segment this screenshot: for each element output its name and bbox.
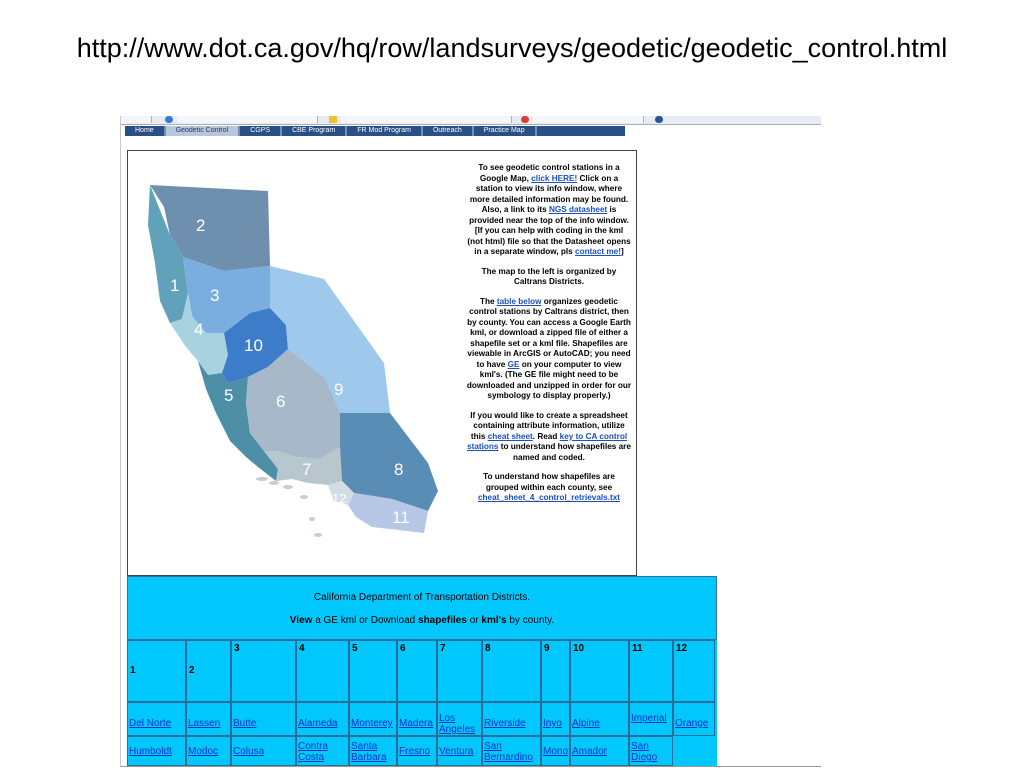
district-number-cell xyxy=(186,640,231,702)
district-label-1: 1 xyxy=(170,276,180,295)
district-label-5: 5 xyxy=(224,386,234,405)
district-number-cell xyxy=(541,640,570,702)
county-link[interactable]: San Diego xyxy=(629,736,673,766)
click-here-link[interactable]: click HERE! xyxy=(531,173,578,183)
instructions-paragraph-5: To understand how shapefiles are grouped within each county, see cheat_sheet_4_control_retrievals.txt xyxy=(478,472,620,502)
county-link[interactable]: Imperial xyxy=(629,702,673,736)
county-link[interactable]: Lassen xyxy=(186,702,231,736)
browser-tab[interactable] xyxy=(177,116,318,123)
browser-screenshot xyxy=(120,116,821,767)
district-label-2: 2 xyxy=(196,216,206,235)
instructions-paragraph-1: To see geodetic control stations in a Google Map, click HERE! Click on a station to view its info window, where more detailed information may be found. Also, a link to its NGS datasheet is provided near the top of the info window. [If you can help with coding in the kml (not html) file so that the Datasheet opens in a separate window, pls contact me!] xyxy=(467,163,631,256)
key-to-ca-control-stations-link[interactable]: key to CA control stations xyxy=(467,431,628,451)
nav-cbe-program[interactable]: CBE Program xyxy=(282,126,347,136)
island-shape xyxy=(256,477,268,481)
district-number-cell xyxy=(397,640,437,702)
district-number-cell xyxy=(127,640,186,702)
district-number: 7 xyxy=(440,643,446,654)
county-link[interactable]: Amador xyxy=(570,736,629,766)
page-icon xyxy=(329,116,337,123)
district-number: 1 xyxy=(130,665,136,676)
districts-table-title: California Department of Transportation Districts. xyxy=(313,592,531,603)
county-link[interactable]: Santa Barbara xyxy=(349,736,397,766)
county-link[interactable]: Alameda xyxy=(296,702,349,736)
district-number: 12 xyxy=(676,643,688,654)
county-link[interactable]: Del Norte xyxy=(127,702,186,736)
island-shape xyxy=(314,533,322,537)
island-shape xyxy=(269,481,279,485)
district-number-cell xyxy=(437,640,482,702)
instructions-paragraph-2: The map to the left is organized by Caltrans Districts. xyxy=(481,266,617,286)
ge-link[interactable]: GE xyxy=(507,359,520,369)
site-nav-bar xyxy=(125,126,625,136)
county-link[interactable]: Riverside xyxy=(482,702,541,736)
browser-tab[interactable] xyxy=(341,116,512,123)
district-label-11: 11 xyxy=(392,508,410,527)
district-number-cell xyxy=(482,640,541,702)
districts-table-header xyxy=(127,576,717,640)
nav-cgps[interactable]: CGPS xyxy=(240,126,282,136)
chrome-icon xyxy=(521,116,529,123)
district-number-cell xyxy=(349,640,397,702)
ie-icon xyxy=(165,116,173,123)
district-number-cell xyxy=(296,640,349,702)
county-link[interactable]: Mono xyxy=(541,736,570,766)
island-shape xyxy=(283,485,293,489)
california-district-map[interactable] xyxy=(128,151,468,575)
district-label-12: 12 xyxy=(332,491,347,506)
instructions-paragraph-4: If you would like to create a spreadsheet containing attribute information, utilize this cheat sheet. Read key to CA control stations to understand how shapefiles are named and coded. xyxy=(467,410,631,462)
county-link[interactable]: Contra Costa xyxy=(296,736,349,766)
district-label-4: 4 xyxy=(194,320,204,339)
browser-tab-strip xyxy=(121,116,821,125)
nav-fr-mod-program[interactable]: FR Mod Program xyxy=(347,126,423,136)
county-link[interactable]: Los Angeles xyxy=(437,702,482,736)
county-link[interactable]: Alpine xyxy=(570,702,629,736)
district-number-cell xyxy=(673,640,715,702)
nav-outreach[interactable]: Outreach xyxy=(423,126,474,136)
district-number: 2 xyxy=(189,665,195,676)
county-link[interactable]: Ventura xyxy=(437,736,482,766)
browser-tab[interactable] xyxy=(121,116,152,123)
district-map-panel xyxy=(127,150,637,576)
cheat-sheet-retrievals-link[interactable]: cheat_sheet_4_control_retrievals.txt xyxy=(478,493,620,502)
district-label-10: 10 xyxy=(244,336,263,355)
district-label-3: 3 xyxy=(210,286,220,305)
ngs-datasheet-link[interactable]: NGS datasheet xyxy=(548,205,608,214)
county-link[interactable]: Humboldt xyxy=(127,736,186,766)
county-link[interactable]: Orange xyxy=(673,702,715,736)
district-number-cell xyxy=(231,640,296,702)
nav-home[interactable]: Home xyxy=(125,126,166,136)
district-number: 5 xyxy=(352,643,358,654)
slide-title: http://www.dot.ca.gov/hq/row/landsurveys/geodetic/geodetic_control.html xyxy=(76,33,948,63)
district-number: 10 xyxy=(573,643,585,654)
nav-practice-map[interactable]: Practice Map xyxy=(474,126,537,136)
county-link[interactable]: Modoc xyxy=(186,736,231,766)
district-number-cell xyxy=(629,640,673,702)
district-label-7: 7 xyxy=(302,460,312,479)
county-link[interactable]: Inyo xyxy=(541,702,570,736)
district-number: 3 xyxy=(234,643,240,654)
district-label-8: 8 xyxy=(394,460,404,479)
island-shape xyxy=(300,495,308,499)
contact-me-link[interactable]: contact me! xyxy=(575,247,621,256)
instructions-paragraph-3: The table below organizes geodetic control stations by Caltrans district, then by county. You can access a Google Earth kml, or download a zipped file of either a shapefile set or a kml file. Shapefiles are viewable in ArcGIS or AutoCAD; you need to have GE on your computer to view kml's. (The GE file might need to be downloaded and unzipped in order for our symbology to display properly.) xyxy=(466,296,632,400)
island-shape xyxy=(309,517,315,521)
districts-table xyxy=(127,576,717,766)
district-number: 9 xyxy=(544,643,550,654)
districts-table-subtitle: View a GE kml or Download shapefiles or kml's by county. xyxy=(289,615,555,626)
cheat-sheet-link[interactable]: cheat sheet xyxy=(487,431,533,441)
globe-icon xyxy=(655,116,663,123)
county-link[interactable]: San Bernardino xyxy=(482,736,541,766)
district-number: 11 xyxy=(632,643,643,654)
district-number: 6 xyxy=(400,643,406,654)
county-link[interactable]: Madera xyxy=(397,702,437,736)
browser-tab[interactable] xyxy=(533,116,644,123)
county-link[interactable]: Butte xyxy=(231,702,296,736)
district-number: 8 xyxy=(485,643,491,654)
district-number: 4 xyxy=(299,643,305,654)
table-below-link[interactable]: table below xyxy=(496,296,542,306)
nav-geodetic-control[interactable]: Geodetic Control xyxy=(166,126,241,136)
district-number-cell xyxy=(570,640,629,702)
county-link[interactable]: Colusa xyxy=(231,736,296,766)
district-label-9: 9 xyxy=(334,380,344,399)
map-instructions xyxy=(466,163,632,513)
district-label-6: 6 xyxy=(276,392,286,411)
county-link[interactable]: Fresno xyxy=(397,736,437,766)
county-link[interactable]: Monterey xyxy=(349,702,397,736)
